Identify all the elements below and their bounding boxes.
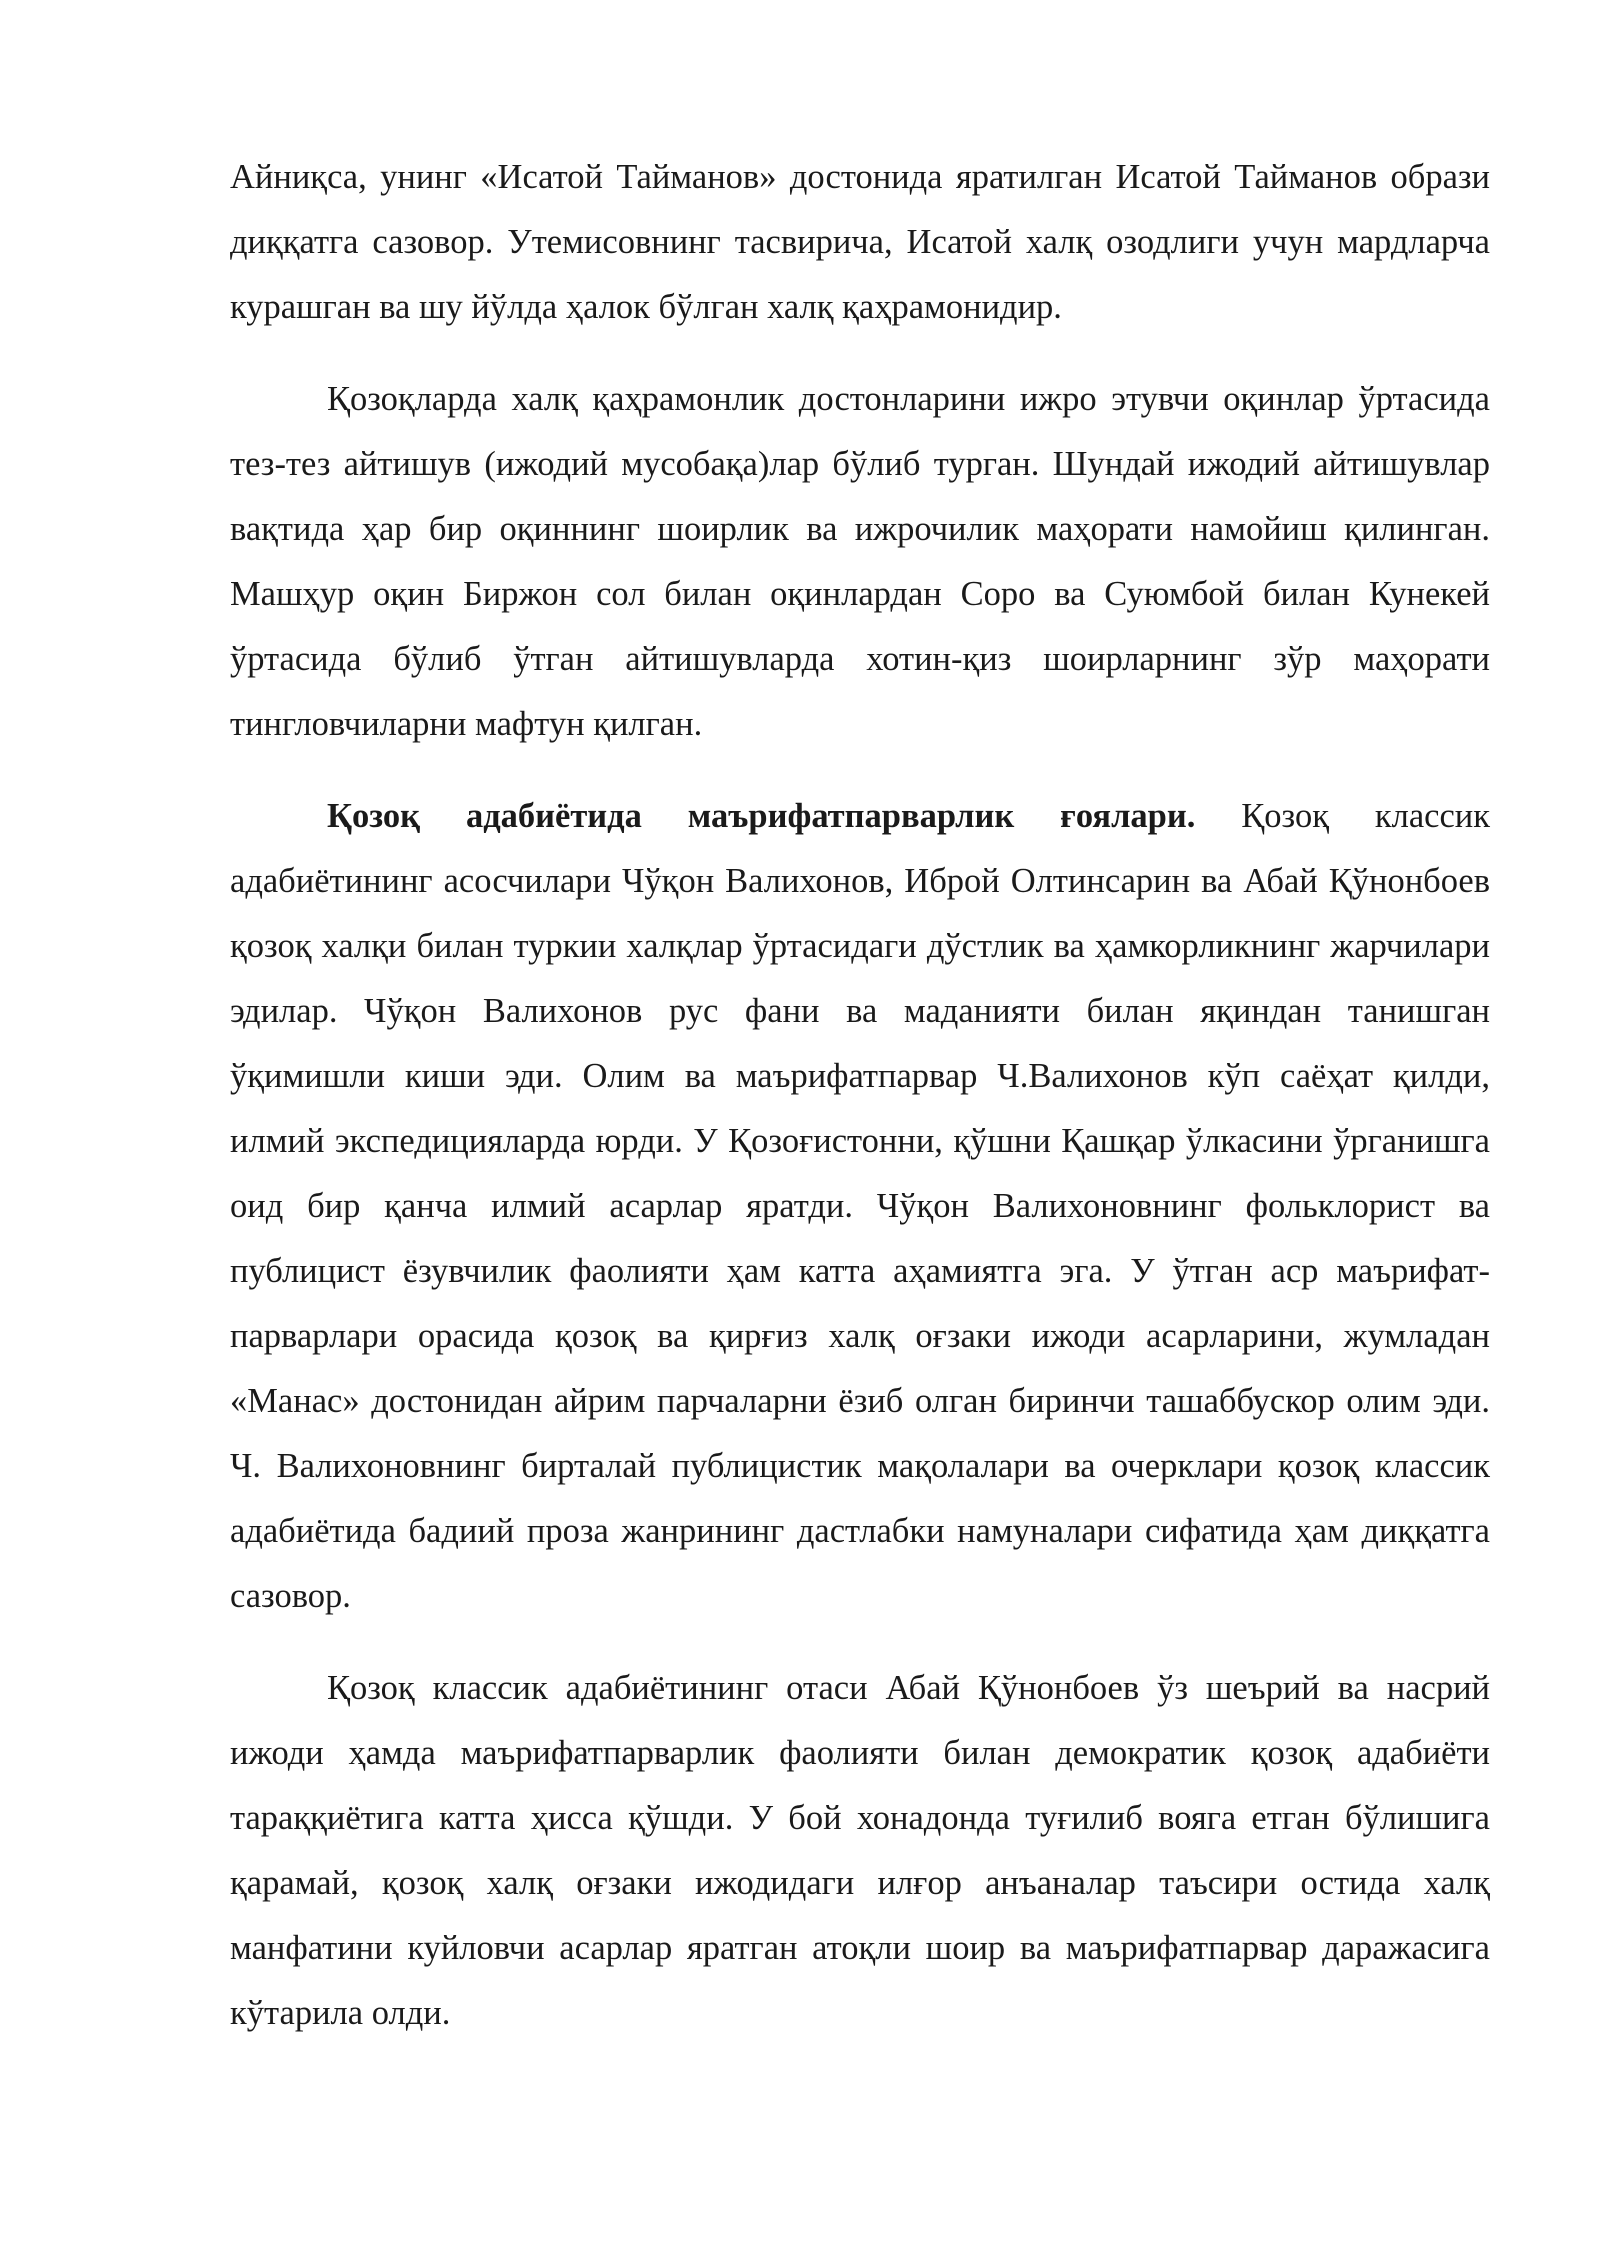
paragraph-abay bbox=[230, 1656, 1490, 2046]
paragraph-aytishuv bbox=[230, 367, 1490, 757]
paragraph-text: Қозоқларда халқ қаҳрамонлик достонларини ижро этувчи оқинлар ўртасида тез-тез айтишув (ижодий мусобақа)лар бўлиб турган. Шундай ижодий айтишувлар вақтида ҳар бир оқиннинг шоирлик ва ижрочилик маҳорати намойиш қилинган. Машҳур оқин Биржон сол билан оқинлардан Соро ва Суюмбой билан Кунекей ўртасида бўлиб ўтган айтишувларда хотин-қиз шоирларнинг зўр маҳорати тингловчиларни мафтун қилган. bbox=[230, 380, 1490, 743]
paragraph-isatoy bbox=[230, 145, 1490, 340]
paragraph-enlightenment bbox=[230, 784, 1490, 1629]
paragraph-text: Қозоқ классик адабиётининг отаси Абай Қўнонбоев ўз шеърий ва насрий ижоди ҳамда маърифатпарварлик фаолияти билан демократик қозоқ адабиёти тараққиётига катта ҳисса қўшди. У бой хонадонда туғилиб вояга етган бўлишига қарамай, қозоқ халқ оғзаки ижодидаги илғор анъаналар таъсири остида халқ манфатини куйловчи асарлар яратган атоқли шоир ва маърифатпарвар даражасига кўтарила олди. bbox=[230, 1669, 1490, 2032]
document-body bbox=[230, 145, 1490, 2073]
paragraph-text: Қозоқ классик адабиётининг асосчилари Чўқон Валихонов, Иброй Олтинсарин ва Абай Қўнонбоев қозоқ халқи билан туркии халқлар ўртасидаги дўстлик ва ҳамкорликнинг жарчилари эдилар. Чўқон Валихонов рус фани ва маданияти билан яқиндан танишган ўқимишли киши эди. Олим ва маърифатпарвар Ч.Валихонов кўп саёҳат қилди, илмий экспедицияларда юрди. У Қозоғистонни, қўшни Қашқар ўлкасини ўрганишга оид бир қанча илмий асарлар яратди. Чўқон Валихоновнинг фольклорист ва публицист ёзувчилик фаолияти ҳам катта аҳамиятга эга. У ўтган аср маърифат-парварлари орасида қозоқ ва қирғиз халқ оғзаки ижоди асарларини, жумладан «Манас» достонидан айрим парчаларни ёзиб олган биринчи ташаббускор олим эди. Ч. Валихоновнинг бирталай публицистик мақолалари ва очерклари қозоқ классик адабиётида бадиий проза жанрининг дастлабки намуналари сифатида ҳам диққатга сазовор. bbox=[230, 797, 1490, 1615]
section-heading: Қозоқ адабиётида маърифатпарварлик ғоялари. bbox=[327, 797, 1196, 835]
paragraph-text: Айниқса, унинг «Исатой Тайманов» достонида яратилган Исатой Тайманов образи диққатга сазовор. Утемисовнинг тасвирича, Исатой халқ озодлиги учун мардларча курашган ва шу йўлда ҳалок бўлган халқ қаҳрамонидир. bbox=[230, 158, 1490, 326]
